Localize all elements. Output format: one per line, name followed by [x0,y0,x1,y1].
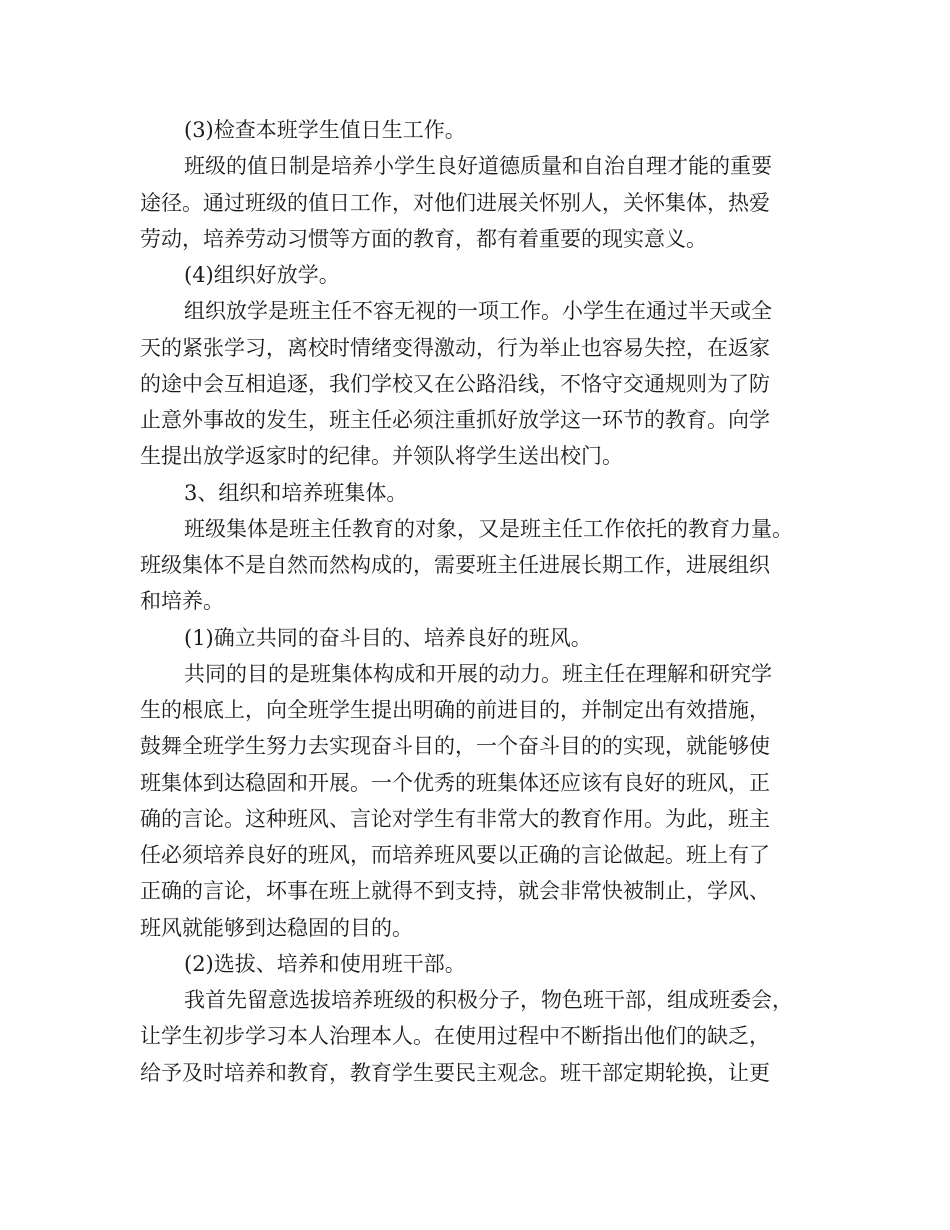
text-line: 止意外事故的发生，班主任必须注重抓好放学这一环节的教育。向学 [140,408,770,432]
text-line: 组织放学是班主任不容无视的一项工作。小学生在通过半天或全 [184,299,772,324]
text-line: (2)选拔、培养和使用班干部。 [184,951,466,976]
body-text [140,112,840,1091]
text-line: 的途中会互相追逐，我们学校又在公路沿线，不恪守交通规则为了防 [140,371,770,396]
text-line: 共同的目的是班集体构成和开展的动力。班主任在理解和研究学 [184,661,772,686]
text-line: (3)检查本班学生值日生工作。 [184,118,466,142]
text-line: 我首先留意选拔培养班级的积极分子，物色班干部，组成班委会， [184,988,793,1012]
text-line: 正确的言论，坏事在班上就得不到支持，就会非常快被制止，学风、 [140,879,770,904]
text-line: 任必须培养良好的班风，而培养班风要以正确的言论做起。班上有了 [140,843,770,867]
text-line: (1)确立共同的奋斗目的、培养良好的班风。 [184,625,592,650]
text-line: 生提出放学返家时的纪律。并领队将学生送出校门。 [140,444,623,469]
text-line: 和培养。 [140,589,224,614]
text-line: 班级集体不是自然而然构成的，需要班主任进展长期工作，进展组织 [140,553,770,577]
text-line: 生的根底上，向全班学生提出明确的前进目的，并制定出有效措施， [140,698,770,722]
text-line: 途径。通过班级的值日工作，对他们进展关怀别人，关怀集体，热爱 [140,190,770,215]
text-line: 班风就能够到达稳固的目的。 [140,915,413,940]
text-line: 班集体到达稳固和开展。一个优秀的班集体还应该有良好的班风，正 [140,770,770,795]
text-line: 班级集体是班主任教育的对象，又是班主任工作依托的教育力量。 [184,516,793,541]
text-line: (4)组织好放学。 [184,263,340,287]
text-line: 给予及时培养和教育，教育学生要民主观念。班干部定期轮换，让更 [140,1060,770,1085]
text-line: 班级的值日制是培养小学生良好道德质量和自治自理才能的重要 [184,154,772,179]
text-line: 劳动，培养劳动习惯等方面的教育，都有着重要的现实意义。 [140,226,707,251]
text-line: 让学生初步学习本人治理本人。在使用过程中不断指出他们的缺乏， [140,1024,770,1049]
text-line: 3、组织和培养班集体。 [184,480,408,505]
text-line: 鼓舞全班学生努力去实现奋斗目的，一个奋斗目的的实现，就能够使 [140,734,770,759]
text-line: 确的言论。这种班风、言论对学生有非常大的教育作用。为此，班主 [140,806,770,831]
text-line: 天的紧张学习，离校时情绪变得激动，行为举止也容易失控，在返家 [140,335,770,360]
